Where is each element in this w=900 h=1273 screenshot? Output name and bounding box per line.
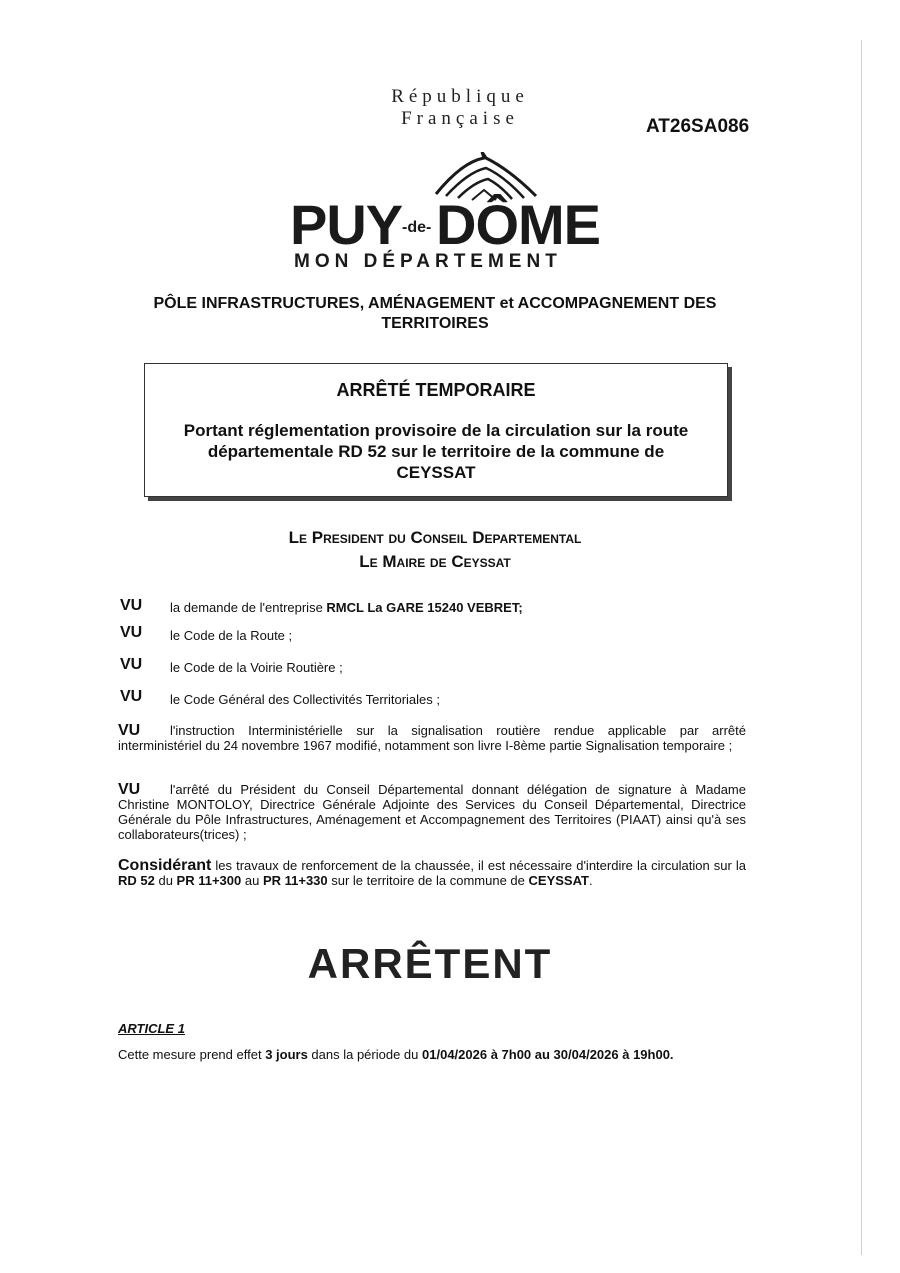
article-1-period: 01/04/2026 à 7h00 au 30/04/2026 à 19h00. (422, 1047, 674, 1062)
subject-line-1: Portant réglementation provisoire de la circulation sur la route (183, 421, 689, 440)
considerant-road: RD 52 (118, 873, 155, 888)
considerant-text: au (241, 873, 263, 888)
logo-puy: PUY (290, 193, 403, 256)
scan-edge-line (861, 40, 862, 1255)
vu-item-6-first-line (118, 782, 746, 797)
arrete-subject (165, 420, 707, 483)
article-1-title: ARTICLE 1 (118, 1021, 185, 1036)
title-box (144, 363, 728, 497)
puy-de-dome-logo (290, 193, 600, 256)
vu-item-4: le Code Général des Collectivités Territoriales ; (170, 692, 440, 707)
considerant-label: Considérant (118, 857, 212, 874)
considerant-text: les travaux de renforcement de la chaussée, il est nécessaire d'interdire la circulation sur la (211, 858, 746, 873)
signatory-maire: Le Maire de Ceyssat (359, 552, 511, 571)
subject-line-2: départementale RD 52 sur le territoire de la commune de (207, 442, 665, 461)
signatory-president: Le President du Conseil Departemental (288, 528, 582, 547)
logo-subtitle: MON DÉPARTEMENT (294, 251, 562, 272)
pole-line-1: PÔLE INFRASTRUCTURES, AMÉNAGEMENT et ACCOMPAGNEMENT DES (153, 295, 717, 312)
article-1-text (118, 1047, 674, 1062)
vu-label: VU (118, 781, 141, 798)
logo-de: -de- (402, 219, 432, 236)
vu-item-5-first-line (118, 723, 746, 738)
vu-item-1 (170, 600, 523, 615)
republique-line: République (391, 86, 529, 107)
article-1-part: Cette mesure prend effet (118, 1047, 266, 1062)
vu-label: VU (118, 722, 141, 739)
vu-item-3: le Code de la Voirie Routière ; (170, 660, 343, 675)
article-1-part: dans la période du (307, 1047, 423, 1062)
vu-item-2: le Code de la Route ; (170, 628, 293, 643)
vu-item-5 (118, 723, 746, 753)
vu-item-6 (118, 782, 746, 842)
republique-francaise (360, 86, 560, 130)
logo-dome: DÔME (436, 193, 600, 256)
vu-label: VU (120, 624, 143, 641)
vu-item-5-start: l'instruction Interministérielle sur la signalisation routière rendue applicable par arrêté (170, 723, 746, 738)
vu-label: VU (120, 597, 143, 614)
francaise-line: Française (401, 108, 519, 129)
considerant-paragraph (118, 858, 746, 888)
considerant-text: du (154, 873, 177, 888)
document-reference: AT26SA086 (646, 116, 750, 137)
considerant-pr-start: PR 11+300 (176, 873, 242, 888)
considerant-text: sur le territoire de la commune de (327, 873, 529, 888)
vu-label: VU (120, 688, 143, 705)
pole-line-2: TERRITOIRES (381, 315, 489, 332)
arrete-title: ARRÊTÉ TEMPORAIRE (336, 380, 536, 400)
vu-item-1-text: la demande de l'entreprise (170, 600, 327, 615)
considerant-pr-end: PR 11+330 (262, 873, 328, 888)
subject-line-3: CEYSSAT (396, 463, 476, 482)
vu-item-6-rest: Christine MONTOLOY, Directrice Générale Adjointe des Services du Conseil Départemental, Directrice Générale du Pôle Infrastructures, Aménagement et Accompagnement des Territoires (PIAAT) ainsi qu'à ses collaborateurs(trices) ; (118, 797, 746, 842)
article-1-duration: 3 jours (265, 1047, 308, 1062)
vu-item-6-start: l'arrêté du Président du Conseil Départemental donnant délégation de signature à Madame (170, 782, 746, 797)
vu-label: VU (120, 656, 143, 673)
pole-heading (110, 294, 760, 334)
vu-item-5-rest: interministériel du 24 novembre 1967 modifié, notamment son livre I-8ème partie Signalisation temporaire ; (118, 738, 733, 753)
considerant-commune: CEYSSAT (528, 873, 589, 888)
vu-item-1-company: RMCL La GARE 15240 VEBRET; (326, 600, 523, 615)
arretent-heading: ARRÊTENT (307, 940, 553, 987)
considerant-text: . (588, 873, 593, 888)
